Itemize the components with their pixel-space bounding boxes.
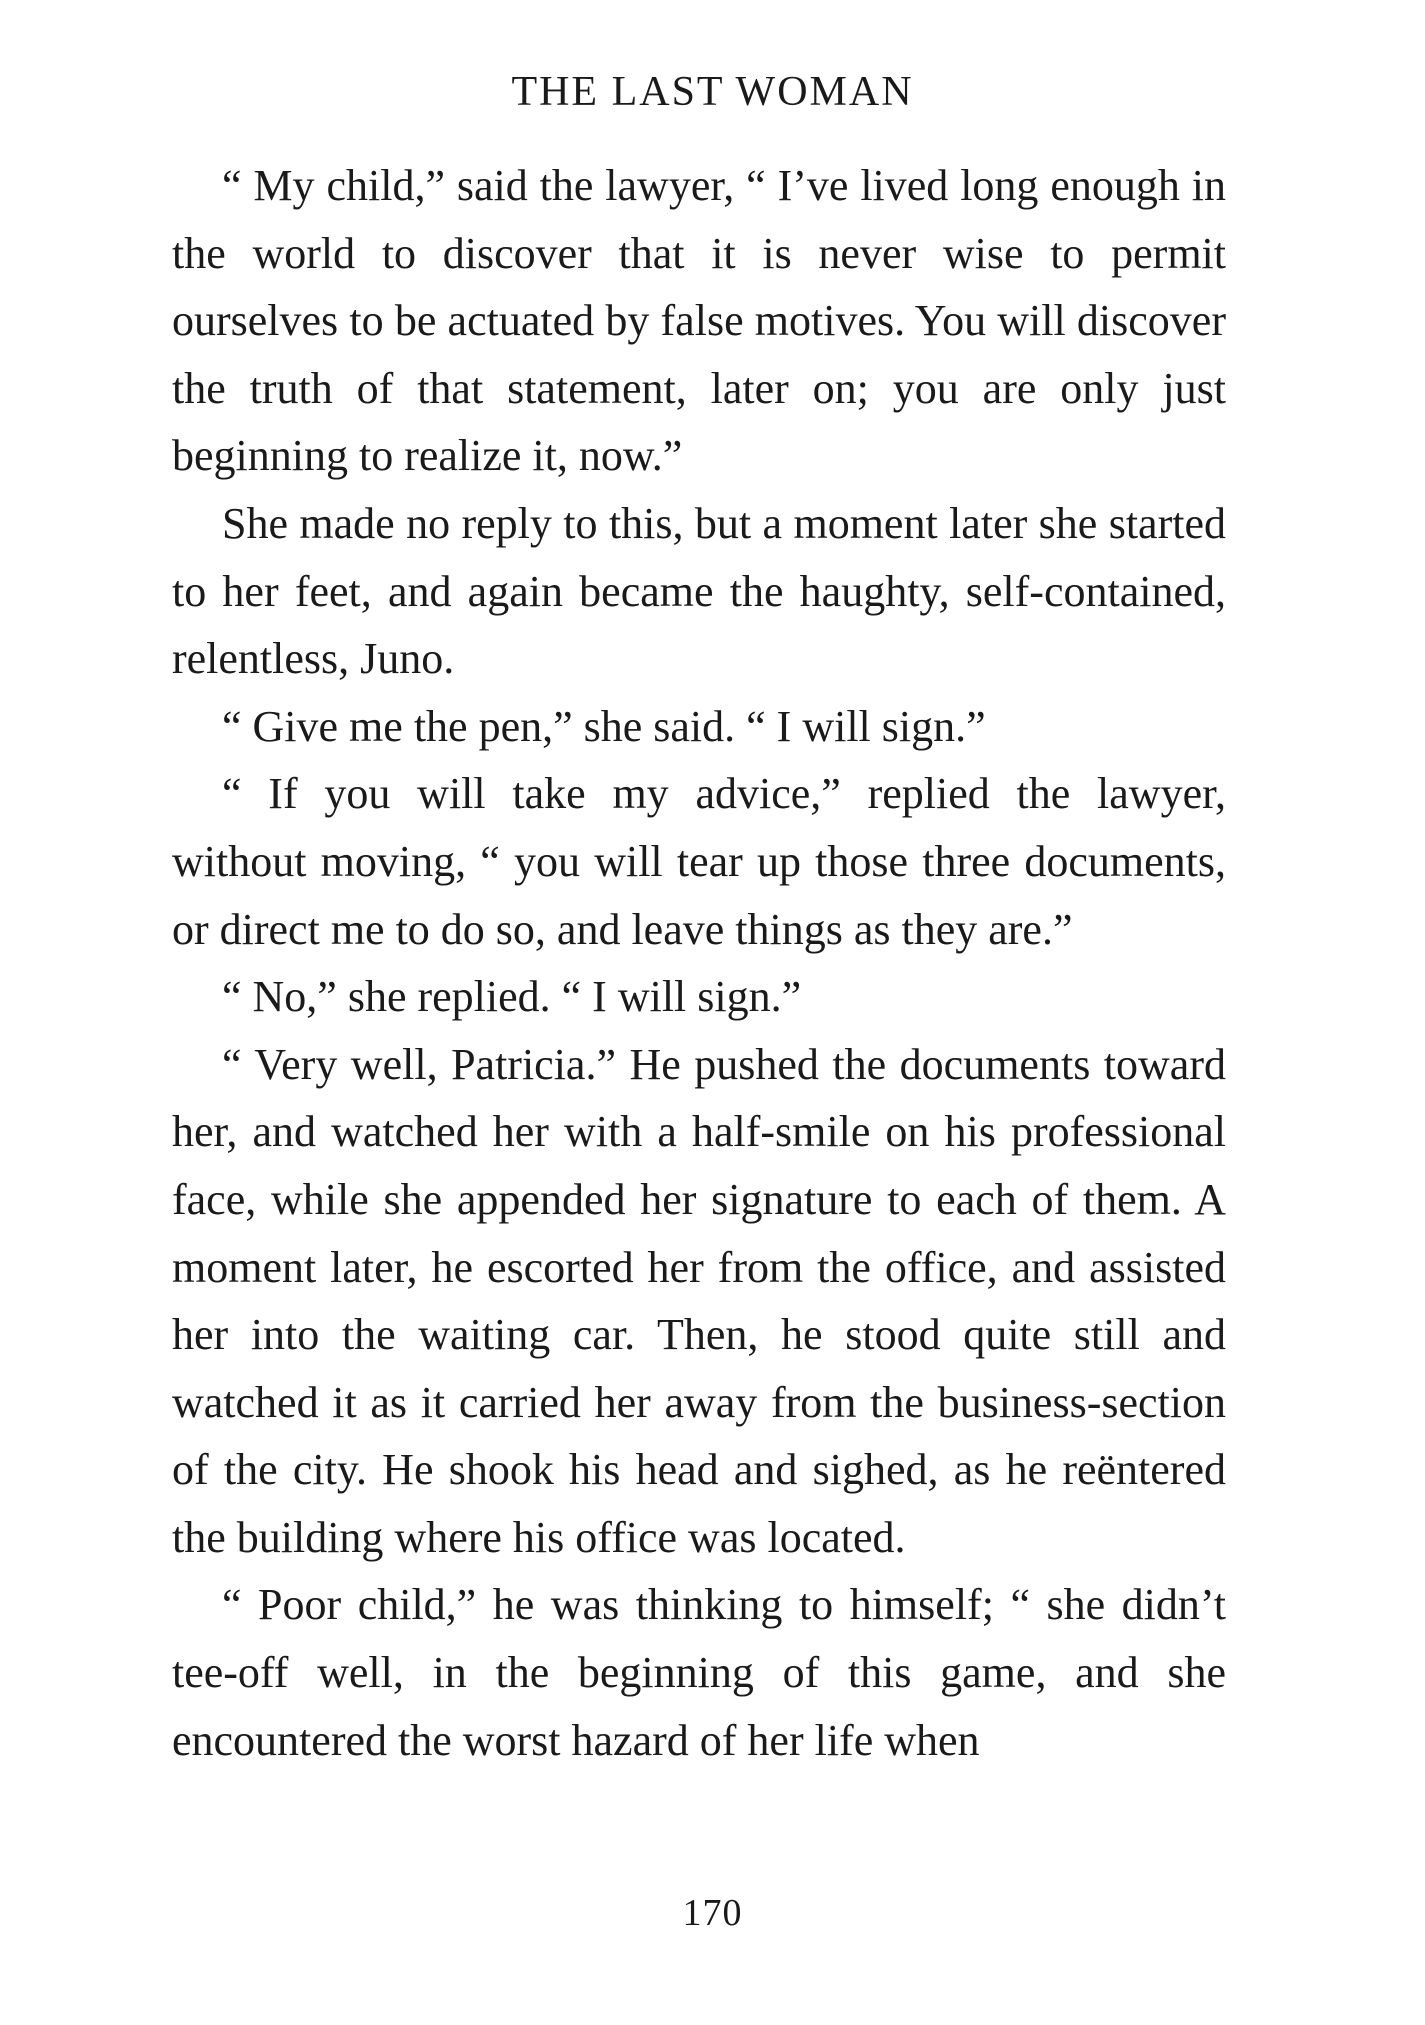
paragraph-7: “ Poor child,” he was thinking to himself; “ she didn’t tee-off well, in the beginning of this game, and she encountered the worst hazard of her life when xyxy=(172,1580,1226,1765)
paragraph-2: She made no reply to this, but a moment later she started to her feet, and again became the haughty, self-contained, relentless, Juno. xyxy=(172,498,1226,684)
page-number: 170 xyxy=(682,1892,743,1934)
running-head: THE LAST WOMAN xyxy=(511,69,914,115)
paragraph-6: “ Very well, Patricia.” He pushed the documents toward her, and watched her with a half-smile on his professional face, while she appended her signature to each of them. A moment later, he escorted her from the office, and assisted her into the waiting car. Then, he stood quite still and watched it as it carried her away from the business-section of the city. He shook his head and sighed, as he reëntered the building where his office was located. xyxy=(172,1039,1226,1562)
paragraph-1: “ My child,” said the lawyer, “ I’ve lived long enough in the world to discover that it is never wise to permit ourselves to be actuated by false motives. You will discover the truth of that statement, later on; you are only just beginning to realize it, now.” xyxy=(172,161,1226,481)
paragraph-4: “ If you will take my advice,” replied the lawyer, without moving, “ you will tear up those three documents, or direct me to do so, and leave things as they are.” xyxy=(172,769,1226,954)
body-text xyxy=(172,152,1226,1774)
paragraph-5: “ No,” she replied. “ I will sign.” xyxy=(222,972,802,1022)
paragraph-3: “ Give me the pen,” she said. “ I will sign.” xyxy=(222,701,986,751)
